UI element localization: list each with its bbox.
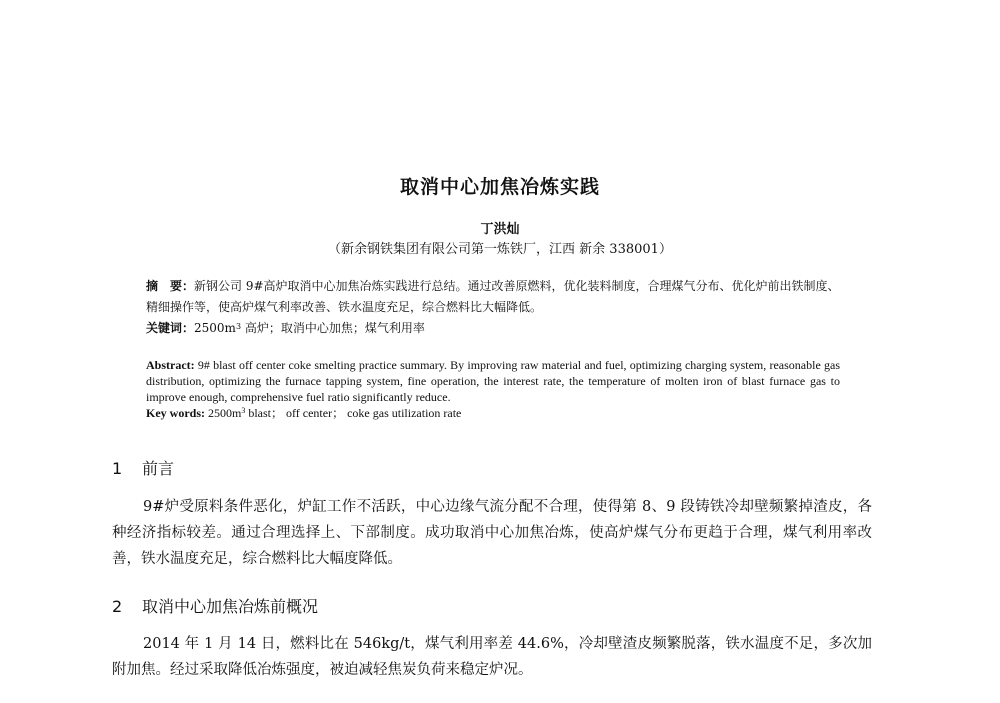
abstract-en-block bbox=[146, 357, 840, 421]
section-1-paragraph: 9#炉受原料条件恶化，炉缸工作不活跃，中心边缘气流分配不合理，使得第 8、9 段铸铁冷却壁频繁掉渣皮，各种经济指标较差。通过合理选择上、下部制度。成功取消中心加焦冶炼，使高炉煤气分布更趋于合理，煤气利用率改善，铁水温度充足，综合燃料比大幅度降低。 bbox=[112, 499, 872, 567]
keywords-en-post: blast； off center； coke gas utilization rate bbox=[245, 406, 462, 420]
keywords-en bbox=[146, 405, 840, 421]
keywords-cn-sup: 3 bbox=[235, 322, 242, 331]
section-2-heading bbox=[112, 594, 318, 617]
keywords-en-pre: 2500m bbox=[205, 406, 242, 420]
keywords-en-sup: 3 bbox=[241, 406, 246, 415]
abstract-en bbox=[146, 357, 840, 405]
keywords-cn-pre: 2500m bbox=[194, 321, 236, 335]
keywords-cn-post: 高炉；取消中心加焦；煤气利用率 bbox=[241, 321, 425, 335]
section-1-heading bbox=[112, 456, 174, 479]
section-2-paragraph: 2014 年 1 月 14 日，燃料比在 546kg/t，煤气利用率差 44.6%，冷却壁渣皮频繁脱落，铁水温度不足，多次加附加焦。经过采取降低冶炼强度，被迫减轻焦炭负荷来稳定炉况。 bbox=[112, 636, 872, 678]
keywords-cn bbox=[146, 318, 840, 339]
section-2-number: 2 bbox=[112, 597, 123, 616]
paper-title: 取消中心加焦冶炼实践 bbox=[399, 176, 600, 198]
abstract-cn-block bbox=[146, 276, 840, 339]
abstract-cn-label: 摘 要： bbox=[146, 279, 195, 293]
keywords-cn-label: 关键词： bbox=[146, 321, 195, 335]
abstract-en-label: Abstract: bbox=[146, 358, 195, 372]
keywords-en-label: Key words: bbox=[146, 406, 205, 420]
section-2-title: 取消中心加焦冶炼前概况 bbox=[142, 597, 319, 616]
abstract-en-text: 9# blast off center coke smelting practice summary. By improving raw material and fuel, optimizing charging system, reasonable gas distribution, optimizing the furnace tapping system, fine operation, the interest rate, the temperature of molten iron of blast furnace gas to improve enough, comprehensive fuel ratio significantly reduce. bbox=[146, 358, 840, 404]
abstract-cn-text: 新钢公司 9#高炉取消中心加焦冶炼实践进行总结。通过改善原燃料，优化装料制度，合理煤气分布、优化炉前出铁制度、精细操作等，使高炉煤气利率改善、铁水温度充足，综合燃料比大幅降低。 bbox=[146, 279, 840, 314]
section-1-number: 1 bbox=[112, 459, 123, 478]
author-name: 丁洪灿 bbox=[480, 222, 520, 237]
abstract-cn bbox=[146, 276, 840, 318]
section-1-title: 前言 bbox=[142, 459, 175, 478]
author-affiliation: （新余钢铁集团有限公司第一炼铁厂，江西 新余 338001） bbox=[328, 242, 672, 257]
